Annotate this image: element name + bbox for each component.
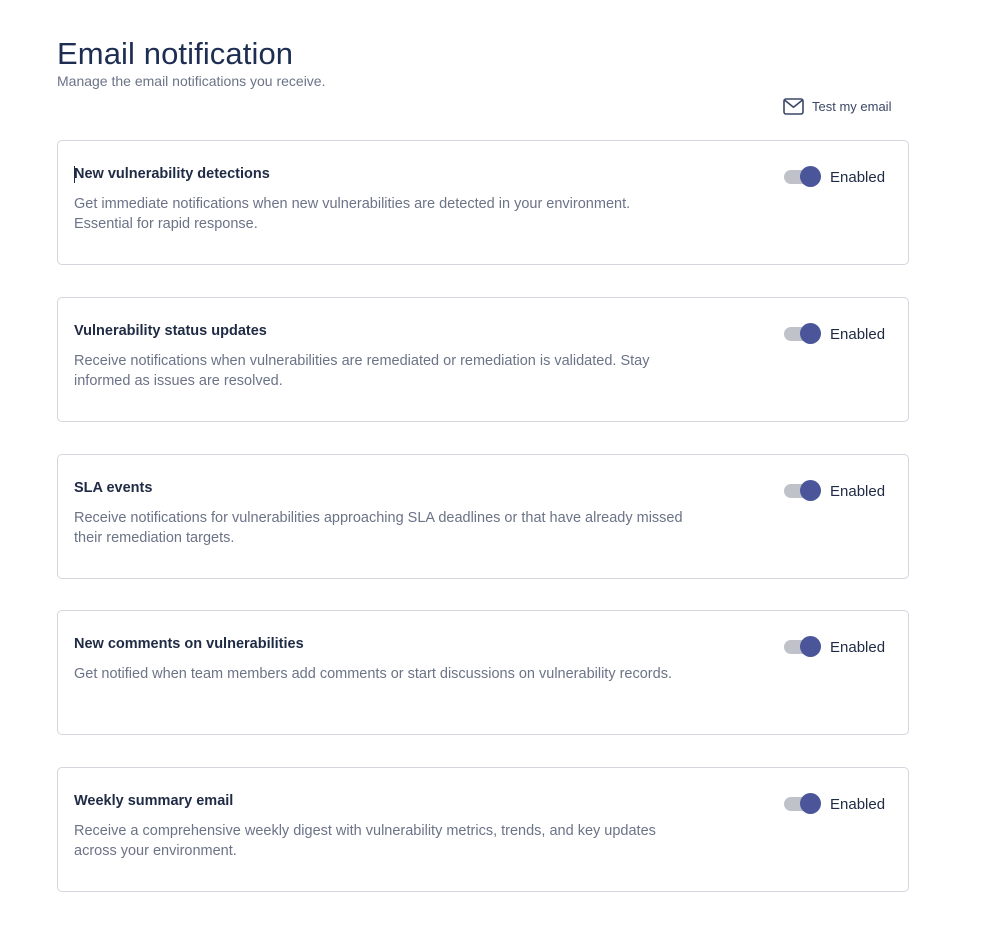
page-subtitle: Manage the email notifications you receive.	[57, 73, 326, 89]
notification-toggle-group	[784, 635, 885, 659]
notification-title: New comments on vulnerabilities	[74, 636, 304, 652]
enabled-toggle[interactable]	[784, 479, 822, 503]
toggle-status-label: Enabled	[830, 638, 886, 656]
notification-toggle-group	[784, 792, 885, 816]
toggle-knob	[800, 166, 821, 187]
notification-description: Receive a comprehensive weekly digest with vulnerability metrics, trends, and key updates across your environment.	[74, 823, 656, 859]
notification-description: Receive notifications for vulnerabilities approaching SLA deadlines or that have already missed their remediation targets.	[74, 510, 683, 546]
enabled-toggle[interactable]	[784, 792, 822, 816]
toggle-knob	[800, 636, 821, 657]
page-title: Email notification	[57, 36, 294, 71]
notification-title: Vulnerability status updates	[74, 323, 267, 339]
toggle-knob	[800, 480, 821, 501]
mail-icon	[783, 98, 804, 115]
toggle-status-label: Enabled	[830, 325, 886, 343]
notification-card-sla-events	[57, 454, 909, 579]
notification-title: SLA events	[74, 480, 153, 496]
notification-card-vulnerability-status-updates	[57, 297, 909, 422]
notification-title: New vulnerability detections	[74, 166, 270, 182]
notification-toggle-group	[784, 165, 885, 189]
notification-description: Receive notifications when vulnerabilities are remediated or remediation is validated. Stay informed as issues are resolved.	[74, 353, 650, 389]
notification-card-new-vulnerability-detections	[57, 140, 909, 265]
notification-card-new-comments	[57, 610, 909, 735]
toggle-status-label: Enabled	[830, 795, 886, 813]
test-my-email-label: Test my email	[812, 99, 892, 114]
notification-title: Weekly summary email	[74, 793, 234, 809]
notification-description: Get notified when team members add comments or start discussions on vulnerability records.	[74, 666, 672, 682]
toggle-status-label: Enabled	[830, 168, 886, 186]
notification-toggle-group	[784, 479, 885, 503]
toggle-knob	[800, 793, 821, 814]
notification-toggle-group	[784, 322, 885, 346]
notification-card-weekly-summary	[57, 767, 909, 892]
enabled-toggle[interactable]	[784, 322, 822, 346]
test-my-email-button[interactable]	[783, 98, 891, 115]
toggle-status-label: Enabled	[830, 482, 886, 500]
enabled-toggle[interactable]	[784, 635, 822, 659]
notification-description: Get immediate notifications when new vulnerabilities are detected in your environment. Essential for rapid response.	[74, 196, 631, 232]
toggle-knob	[800, 323, 821, 344]
enabled-toggle[interactable]	[784, 165, 822, 189]
